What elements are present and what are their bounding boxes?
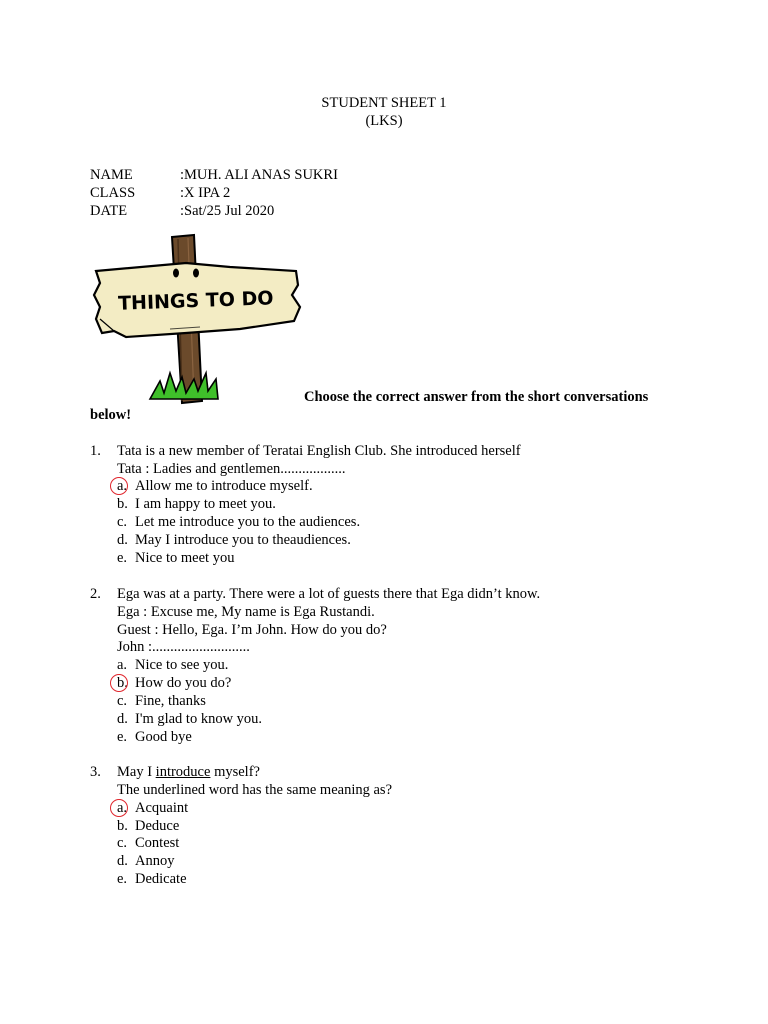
question-number: 2. bbox=[90, 586, 101, 602]
date-value: :Sat/25 Jul 2020 bbox=[180, 203, 275, 219]
answer-circle-icon bbox=[110, 674, 128, 692]
option-e bbox=[117, 870, 187, 888]
option-text: I am happy to meet you. bbox=[135, 496, 276, 512]
instruction-line-1: Choose the correct answer from the short conversations bbox=[304, 389, 649, 405]
option-letter: a. bbox=[117, 657, 128, 673]
question-subtext: The underlined word has the same meaning as? bbox=[117, 782, 393, 798]
option-d bbox=[117, 852, 174, 870]
option-text: Deduce bbox=[135, 818, 180, 834]
date-label: DATE bbox=[90, 203, 128, 219]
option-letter: d. bbox=[117, 711, 128, 727]
class-label: CLASS bbox=[90, 185, 136, 201]
sign-text: THINGS TO DO bbox=[117, 287, 274, 315]
dialogue-line: Guest : Hello, Ega. I’m John. How do you do? bbox=[117, 622, 387, 638]
option-a bbox=[117, 477, 313, 495]
option-letter: b. bbox=[117, 674, 135, 692]
option-c bbox=[117, 513, 360, 531]
option-letter: d. bbox=[117, 853, 128, 869]
option-b bbox=[117, 495, 276, 513]
option-letter: c. bbox=[117, 514, 128, 530]
option-letter: a. bbox=[117, 477, 135, 495]
question-text: Ega was at a party. There were a lot of guests there that Ega didn’t know. bbox=[117, 586, 541, 602]
answer-circle-icon bbox=[110, 477, 128, 495]
option-text: Contest bbox=[135, 835, 180, 851]
option-text: Dedicate bbox=[135, 871, 187, 887]
option-letter: b. bbox=[117, 496, 128, 512]
option-c bbox=[117, 834, 179, 852]
option-letter: a. bbox=[117, 799, 135, 817]
option-c bbox=[117, 692, 206, 710]
question-number: 3. bbox=[90, 764, 101, 780]
option-d bbox=[117, 531, 351, 549]
instruction-line-2: below! bbox=[90, 407, 132, 423]
option-text: How do you do? bbox=[135, 675, 232, 691]
dialogue-line: John :........................... bbox=[117, 639, 250, 655]
answer-circle-icon bbox=[110, 799, 128, 817]
option-letter: d. bbox=[117, 532, 128, 548]
sheet-title: STUDENT SHEET 1 bbox=[321, 95, 447, 111]
class-value: :X IPA 2 bbox=[180, 185, 231, 201]
option-text: Good bye bbox=[135, 729, 192, 745]
name-value: :MUH. ALI ANAS SUKRI bbox=[180, 167, 338, 183]
option-text: Acquaint bbox=[135, 800, 189, 816]
question-text: Tata is a new member of Teratai English Club. She introduced herself bbox=[117, 443, 521, 459]
option-letter: e. bbox=[117, 729, 128, 745]
option-e bbox=[117, 728, 192, 746]
option-e bbox=[117, 549, 234, 567]
option-a bbox=[117, 799, 188, 817]
sheet-subtitle: (LKS) bbox=[365, 113, 403, 129]
option-b bbox=[117, 817, 179, 835]
option-letter: c. bbox=[117, 693, 128, 709]
things-to-do-sign-icon bbox=[90, 233, 302, 405]
option-d bbox=[117, 710, 262, 728]
option-b bbox=[117, 674, 231, 692]
option-text: May I introduce you to theaudiences. bbox=[135, 532, 351, 548]
option-text: I'm glad to know you. bbox=[135, 711, 263, 727]
option-text: Fine, thanks bbox=[135, 693, 206, 709]
dialogue-line: Ega : Excuse me, My name is Ega Rustandi. bbox=[117, 604, 375, 620]
option-letter: e. bbox=[117, 871, 128, 887]
underlined-word: introduce bbox=[155, 764, 211, 780]
option-text: Nice to meet you bbox=[135, 550, 235, 566]
option-a bbox=[117, 656, 228, 674]
option-letter: e. bbox=[117, 550, 128, 566]
question-text: May I introduce myself? bbox=[117, 764, 260, 780]
option-text: Allow me to introduce myself. bbox=[135, 478, 313, 494]
question-number: 1. bbox=[90, 443, 101, 459]
option-text: Annoy bbox=[135, 853, 175, 869]
name-label: NAME bbox=[90, 167, 133, 183]
option-text: Let me introduce you to the audiences. bbox=[135, 514, 361, 530]
dialogue-line: Tata : Ladies and gentlemen.................. bbox=[117, 461, 346, 477]
option-text: Nice to see you. bbox=[135, 657, 229, 673]
option-letter: b. bbox=[117, 818, 128, 834]
option-letter: c. bbox=[117, 835, 128, 851]
